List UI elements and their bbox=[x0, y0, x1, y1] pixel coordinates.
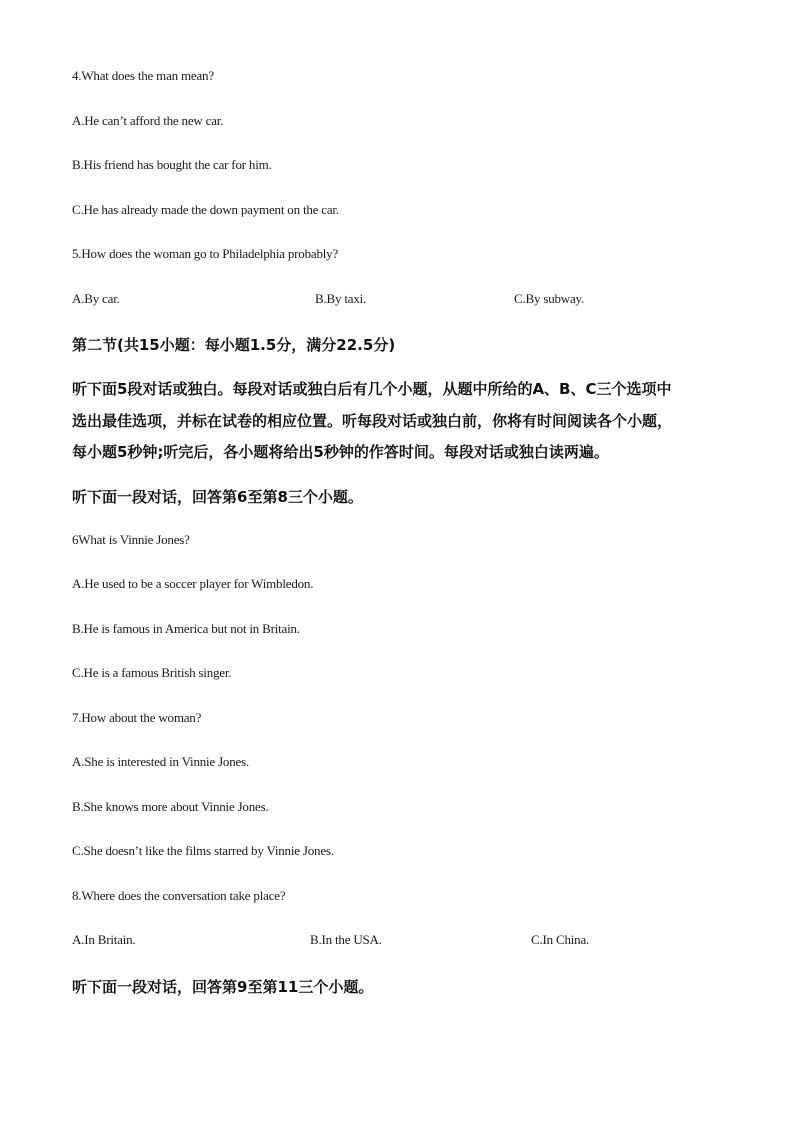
instructions-line-2: 选出最佳选项，并标在试卷的相应位置。听每段对话或独白前，你将有时间阅读各个小题， bbox=[72, 412, 673, 430]
q4-option-c: C.He has already made the down payment on the car. bbox=[72, 202, 339, 217]
q6-option-c: C.He is a famous British singer. bbox=[72, 665, 232, 680]
q7-option-a: A.She is interested in Vinnie Jones. bbox=[72, 754, 250, 769]
instructions-line-3: 每小题5秒钟;听完后，各小题将给出5秒钟的作答时间。每段对话或独白读两遍。 bbox=[72, 443, 609, 461]
question-7: 7.How about the woman? bbox=[72, 710, 202, 725]
q6-option-b: B.He is famous in America but not in Britain. bbox=[72, 621, 300, 636]
q6-option-a: A.He used to be a soccer player for Wimbledon. bbox=[72, 576, 314, 591]
question-8: 8.Where does the conversation take place? bbox=[72, 888, 286, 903]
dialogue-2-instruction: 听下面一段对话，回答第9至第11三个小题。 bbox=[72, 978, 374, 996]
q7-option-c: C.She doesn’t like the films starred by Vinnie Jones. bbox=[72, 843, 334, 858]
question-5: 5.How does the woman go to Philadelphia probably? bbox=[72, 246, 339, 261]
q8-option-b: B.In the USA. bbox=[310, 932, 382, 947]
q5-option-c: C.By subway. bbox=[514, 291, 585, 306]
q5-option-a: A.By car. bbox=[72, 291, 120, 306]
q8-option-a: A.In Britain. bbox=[72, 932, 136, 947]
q7-option-b: B.She knows more about Vinnie Jones. bbox=[72, 799, 269, 814]
dialogue-1-instruction: 听下面一段对话，回答第6至第8三个小题。 bbox=[72, 488, 363, 506]
section-2-heading: 第二节(共15小题：每小题1.5分，满分22.5分) bbox=[72, 336, 396, 354]
q4-option-b: B.His friend has bought the car for him. bbox=[72, 157, 272, 172]
q4-option-a: A.He can’t afford the new car. bbox=[72, 113, 224, 128]
question-4: 4.What does the man mean? bbox=[72, 68, 214, 83]
q8-option-c: C.In China. bbox=[531, 932, 590, 947]
question-6: 6What is Vinnie Jones? bbox=[72, 532, 190, 547]
instructions-line-1: 听下面5段对话或独白。每段对话或独白后有几个小题，从题中所给的A、B、C三个选项中 bbox=[72, 380, 672, 398]
q5-option-b: B.By taxi. bbox=[315, 291, 367, 306]
